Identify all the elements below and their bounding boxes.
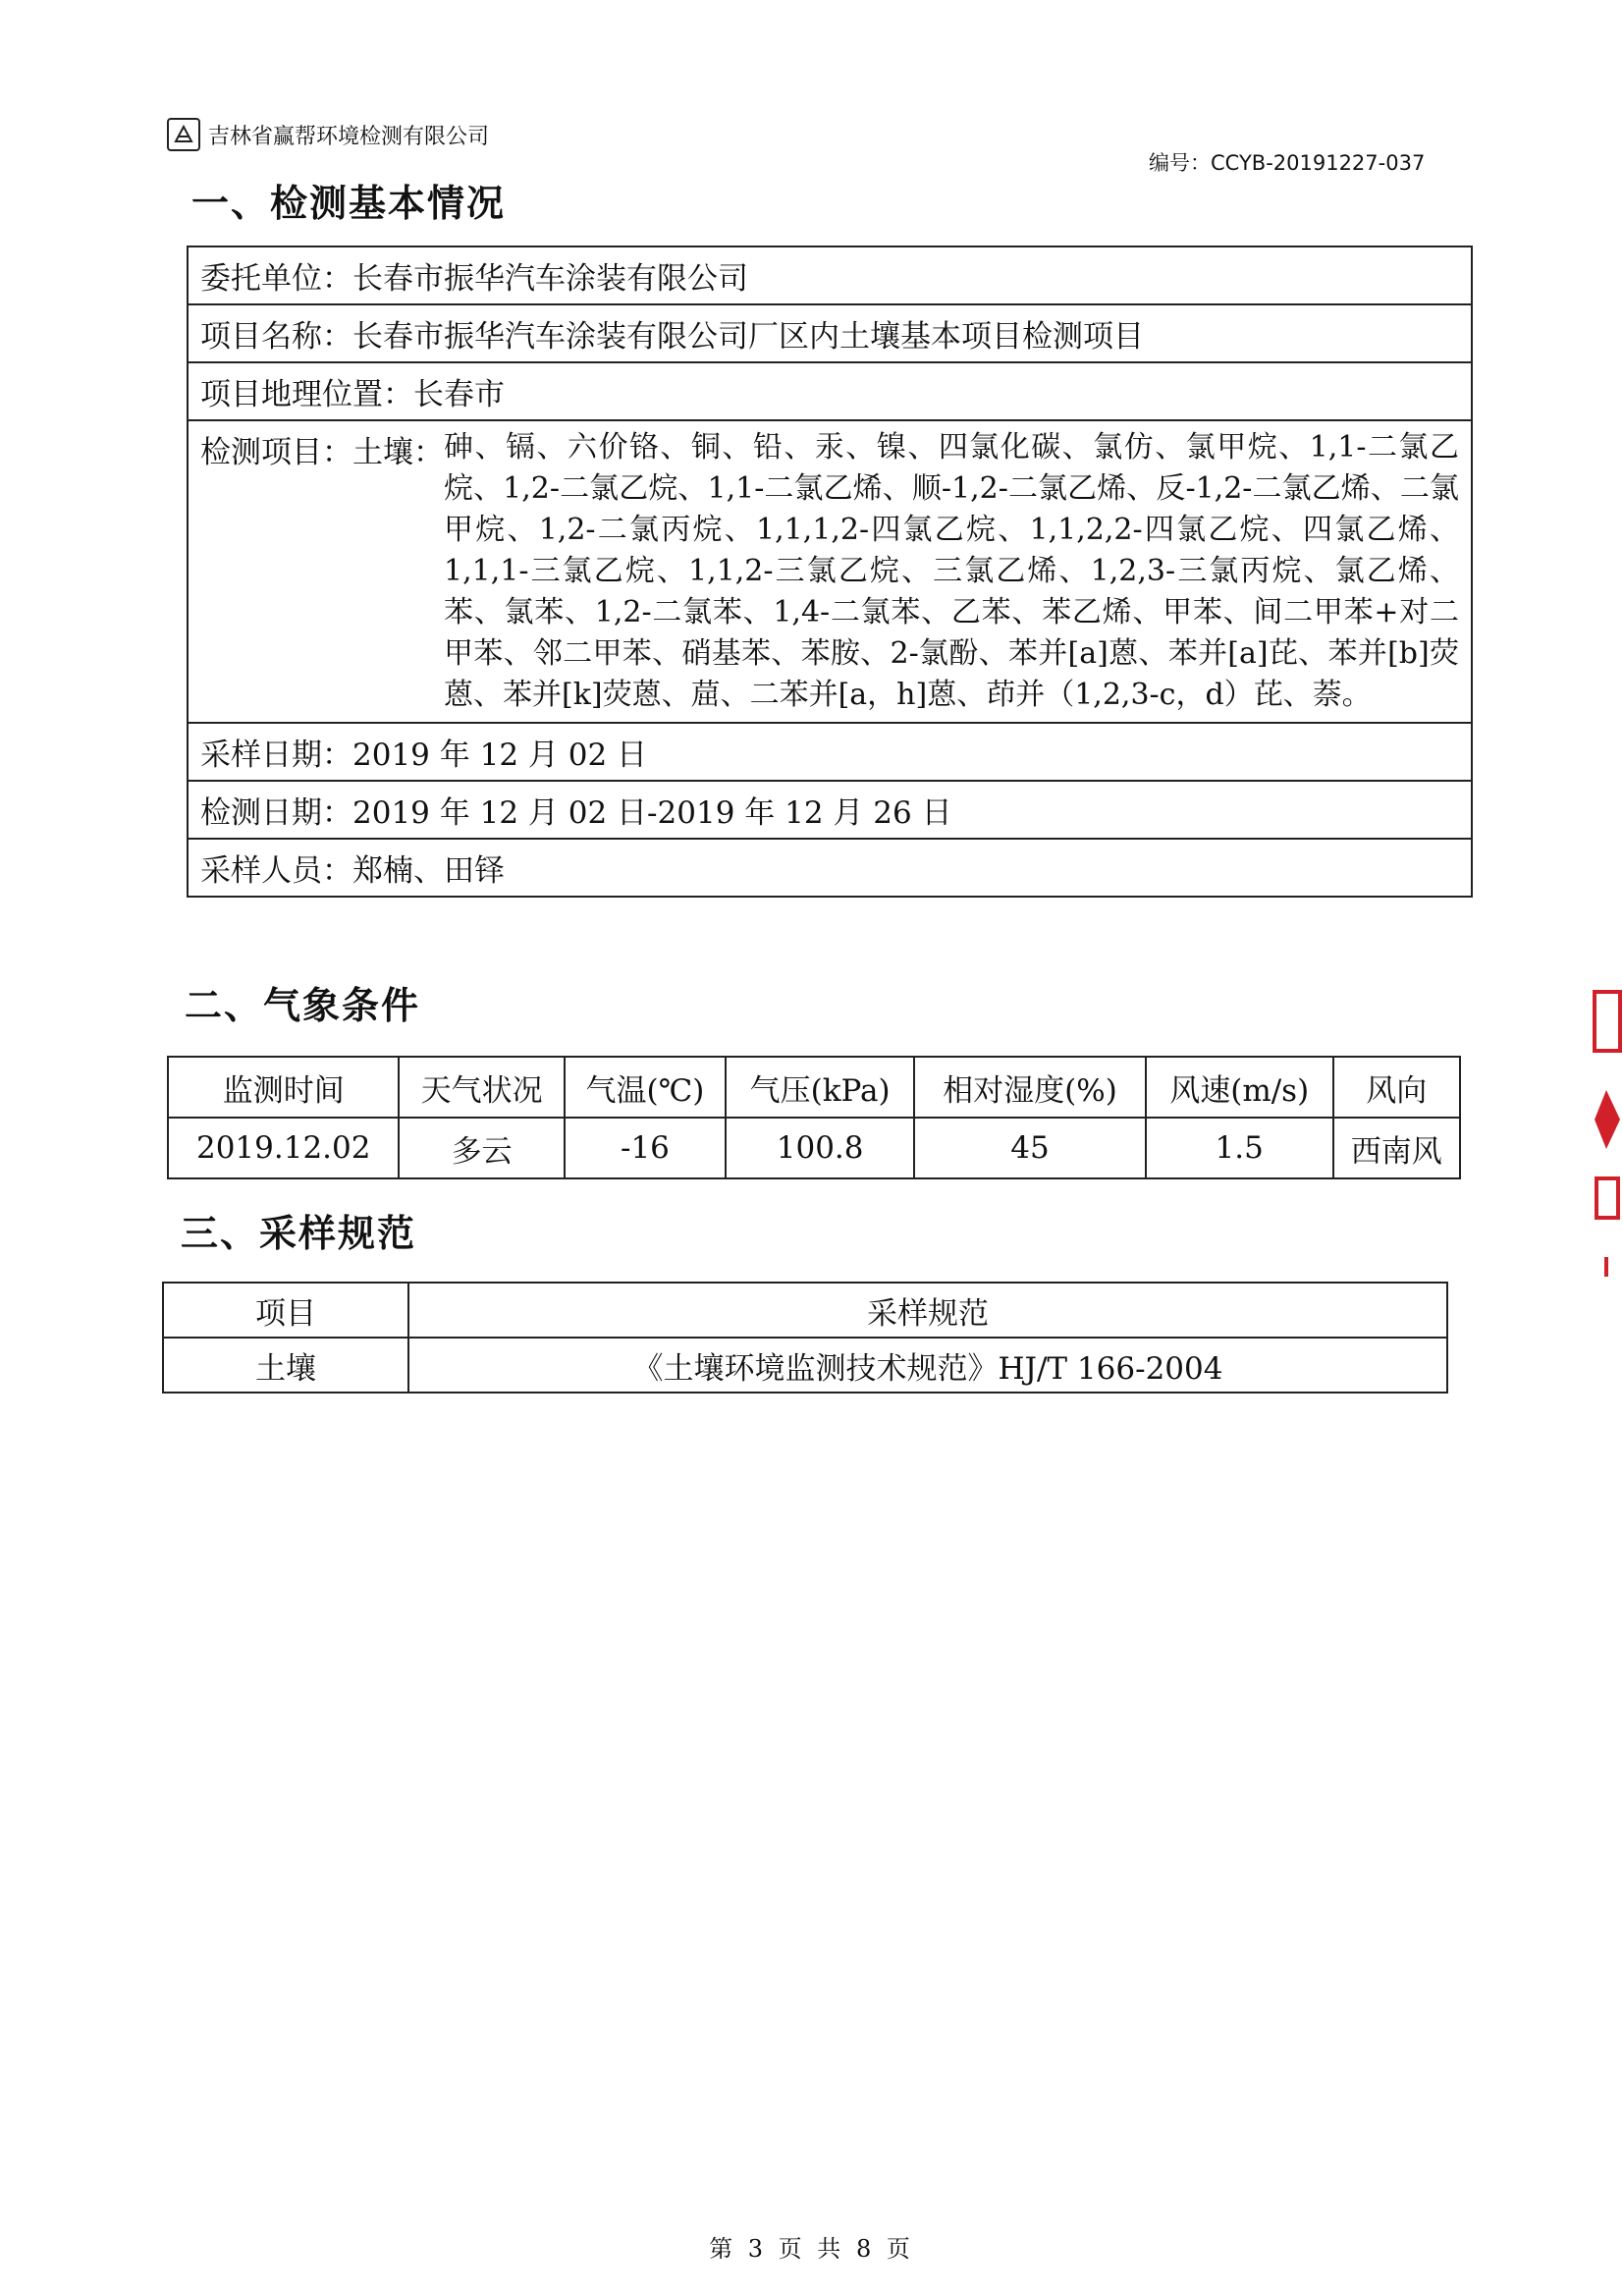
header-cell: 采样规范 (408, 1283, 1447, 1338)
header-cell: 气温(℃) (565, 1057, 726, 1118)
page-number: 第 3 页 共 8 页 (709, 2235, 914, 2263)
items-cell (188, 420, 1472, 723)
table-row (163, 1338, 1447, 1393)
client-cell (188, 246, 1472, 304)
table-cell: 45 (914, 1118, 1146, 1178)
sampler-cell (188, 839, 1472, 897)
table-row (188, 781, 1472, 839)
table-cell: 《土壤环境监测技术规范》HJ/T 166-2004 (408, 1338, 1447, 1393)
table-row (168, 1118, 1460, 1178)
project-label: 项目名称： (200, 319, 352, 355)
table-row (188, 420, 1472, 723)
header-cell: 风速(m/s) (1146, 1057, 1333, 1118)
table-row (188, 723, 1472, 781)
sampling-date-value: 2019 年 12 月 02 日 (352, 738, 648, 773)
test-date-label: 检测日期： (200, 795, 352, 831)
items-label: 检测项目： (200, 435, 352, 470)
sampling-date-label: 采样日期： (200, 738, 352, 773)
section-title-basic-info: 一、检测基本情况 (191, 182, 507, 225)
table-cell: -16 (565, 1118, 726, 1178)
client-label: 委托单位： (200, 261, 352, 297)
sampler-label: 采样人员： (200, 853, 352, 889)
table-header-row (163, 1283, 1447, 1338)
header-cell: 气压(kPa) (726, 1057, 914, 1118)
table-cell: 西南风 (1333, 1118, 1460, 1178)
company-name: 吉林省赢帮环境检测有限公司 (208, 124, 490, 149)
location-label: 项目地理位置： (200, 377, 413, 412)
header-cell: 监测时间 (168, 1057, 399, 1118)
report-number: 编号：CCYB-20191227-037 (1149, 151, 1426, 175)
weather-table (167, 1056, 1461, 1179)
table-row (188, 839, 1472, 897)
client-value: 长春市振华汽车涂装有限公司 (352, 261, 748, 297)
table-header-row (168, 1057, 1460, 1118)
company-logo-icon (167, 118, 200, 151)
table-cell: 多云 (399, 1118, 564, 1178)
header-cell: 天气状况 (399, 1057, 564, 1118)
basic-info-table (187, 246, 1473, 898)
location-value: 长春市 (413, 377, 505, 412)
project-cell (188, 304, 1472, 362)
project-value: 长春市振华汽车涂装有限公司厂区内土壤基本项目检测项目 (352, 319, 1144, 355)
sampling-date-cell (188, 723, 1472, 781)
header-cell: 风向 (1333, 1057, 1460, 1118)
items-value: 砷、镉、六价铬、铜、铅、汞、镍、四氯化碳、氯仿、氯甲烷、1,1-二氯乙烷、1,2-二氯乙烷、1,1-二氯乙烯、顺-1,2-二氯乙烯、反-1,2-二氯乙烯、二氯甲烷、1,2-二氯丙烷、1,1,1,2-四氯乙烷、1,1,2,2-四氯乙烷、四氯乙烯、1,1,1-三氯乙烷、1,1,2-三氯乙烷、三氯乙烯、1,2,3-三氯丙烷、氯乙烯、苯、氯苯、1,2-二氯苯、1,4-二氯苯、乙苯、苯乙烯、甲苯、间二甲苯+对二甲苯、邻二甲苯、硝基苯、苯胺、2-氯酚、苯并[a]蒽、苯并[a]芘、苯并[b]荧蒽、苯并[k]荧蒽、䓛、二苯并[a，h]蒽、茚并（1,2,3-c，d）芘、萘。 (444, 430, 1459, 712)
section-title-weather: 二、气象条件 (185, 984, 421, 1027)
header-company (167, 118, 489, 151)
sampler-value: 郑楠、田铎 (352, 853, 505, 889)
table-row (188, 362, 1472, 420)
table-cell: 1.5 (1146, 1118, 1333, 1178)
seal-stamp-icon (1591, 982, 1623, 1296)
test-date-cell (188, 781, 1472, 839)
table-cell: 2019.12.02 (168, 1118, 399, 1178)
items-prefix: 土壤： (352, 435, 444, 470)
table-cell: 土壤 (163, 1338, 408, 1393)
table-row (188, 246, 1472, 304)
section-title-sampling-standard: 三、采样规范 (181, 1212, 417, 1255)
sampling-standard-table (162, 1282, 1448, 1394)
table-cell: 100.8 (726, 1118, 914, 1178)
location-cell (188, 362, 1472, 420)
test-date-value: 2019 年 12 月 02 日-2019 年 12 月 26 日 (352, 795, 952, 831)
header-cell: 项目 (163, 1283, 408, 1338)
header-cell: 相对湿度(%) (914, 1057, 1146, 1118)
table-row (188, 304, 1472, 362)
